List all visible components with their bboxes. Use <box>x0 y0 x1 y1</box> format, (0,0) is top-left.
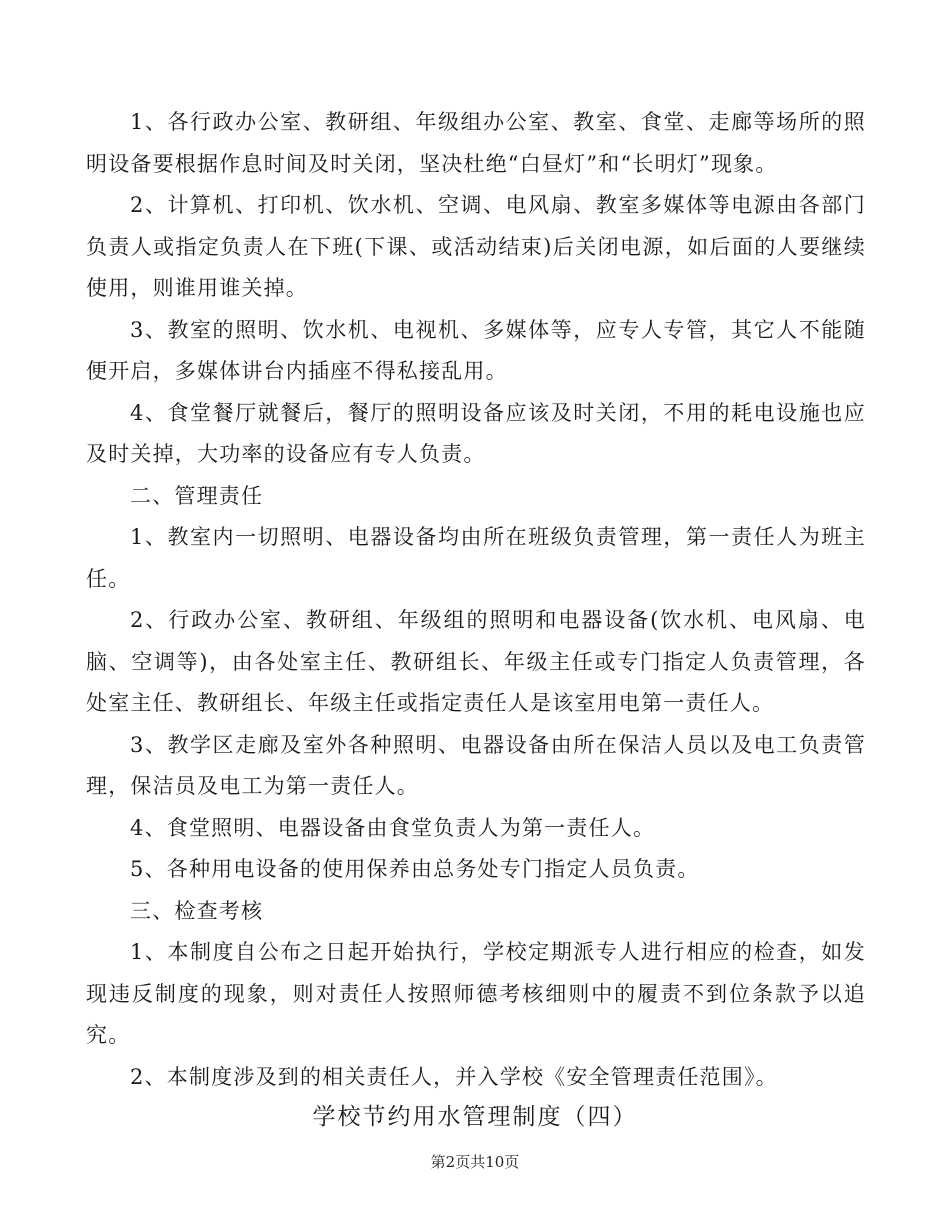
paragraph-9: 5、各种用电设备的使用保养由总务处专门指定人员负责。 <box>130 857 700 881</box>
paragraph-11: 2、本制度涉及到的相关责任人，并入学校《安全管理责任范围》。 <box>130 1064 778 1089</box>
paragraph-1: 1、各行政办公室、教研组、年级组办公室、教室、食堂、走廊等场所的照明设备要根据作息时间及时关闭，坚决杜绝“白昼灯”和“长明灯”现象。 <box>86 110 866 176</box>
next-section-title: 学校节约用水管理制度（四） <box>312 1104 638 1130</box>
paragraph-3: 3、教室的照明、饮水机、电视机、多媒体等，应专人专管，其它人不能随便开启，多媒体讲台内插座不得私接乱用。 <box>86 317 866 383</box>
page-footer: 第2页共10页 <box>430 1153 520 1171</box>
paragraph-7: 3、教学区走廊及室外各种照明、电器设备由所在保洁人员以及电工负责管理，保洁员及电工为第一责任人。 <box>86 732 866 798</box>
paragraph-5: 1、教室内一切照明、电器设备均由所在班级负责管理，第一责任人为班主任。 <box>86 525 866 591</box>
section-heading-inspection: 三、检查考核 <box>130 898 264 923</box>
paragraph-10: 1、本制度自公布之日起开始执行，学校定期派专人进行相应的检查，如发现违反制度的现象，则对责任人按照师德考核细则中的履责不到位条款予以追究。 <box>86 940 866 1047</box>
paragraph-4: 4、食堂餐厅就餐后，餐厅的照明设备应该及时关闭，不用的耗电设施也应及时关掉，大功率的设备应有专人负责。 <box>86 400 866 466</box>
section-heading-management: 二、管理责任 <box>130 483 264 508</box>
paragraph-8: 4、食堂照明、电器设备由食堂负责人为第一责任人。 <box>130 815 656 840</box>
paragraph-2: 2、计算机、打印机、饮水机、空调、电风扇、教室多媒体等电源由各部门负责人或指定负责人在下班(下课、或活动结束)后关闭电源，如后面的人要继续使用，则谁用谁关掉。 <box>86 193 866 300</box>
paragraph-6: 2、行政办公室、教研组、年级组的照明和电器设备(饮水机、电风扇、电脑、空调等)，由各处室主任、教研组长、年级主任或专门指定人负责管理，各处室主任、教研组长、年级主任或指定责任人是该室用电第一责任人。 <box>86 608 866 715</box>
document-body <box>86 102 866 1098</box>
